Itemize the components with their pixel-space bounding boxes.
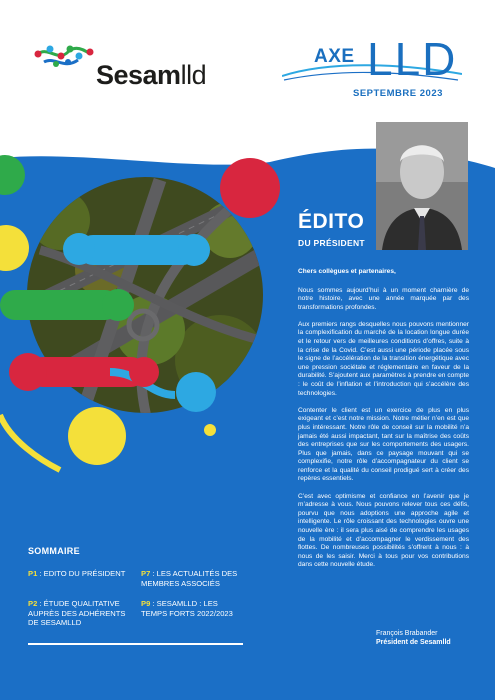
paragraph: Nous sommes aujourd’hui à un moment charnière de notre histoire, avec une année marquée par des transformations profondes. <box>298 286 469 311</box>
divider <box>28 643 243 645</box>
sommaire-title: SOMMAIRE <box>28 546 80 556</box>
molecule-icon <box>34 40 94 80</box>
lld-label: LLD <box>367 33 458 85</box>
greeting: Chers collègues et partenaires, <box>298 268 396 275</box>
logo-wordmark: Sesamlld <box>96 60 207 90</box>
signature-role: Président de Sesamlld <box>376 639 451 646</box>
sommaire-item[interactable]: P2 : ÉTUDE QUALITATIVE AUPRÈS DES ADHÉRENTS DE SESAMLLD <box>28 599 126 627</box>
edito-subtitle: DU PRÉSIDENT <box>298 238 365 248</box>
sommaire-item[interactable]: P9 : SESAMLLD : LES TEMPS FORTS 2022/2023 <box>141 599 233 618</box>
edito-title: ÉDITO <box>298 210 365 233</box>
issue-date: SEPTEMBRE 2023 <box>353 88 443 99</box>
president-portrait <box>376 122 468 250</box>
sommaire-item[interactable]: P7 : LES ACTUALITÉS DES MEMBRES ASSOCIÉS <box>141 569 238 588</box>
signature <box>376 629 451 647</box>
axe-label: AXE <box>314 46 355 67</box>
paragraph: Contenter le client est un exercice de plus en plus exigeant et c’est notre mission. Notre métier n’en est que plus intéressant. Notre rôle de conseil sur la mobilité n’a jamais été aussi impactant, tant sur la maîtrise des coûts des entreprises que sur les comportements des usagers. Plus que jamais, dans ce paysage mouvant qui se complexifie, notre rôle d’accompagnateur du client se renforce et la qualité du conseil prodigué sert à créer des repères essentiels. <box>298 406 469 483</box>
signature-name: François Brabander <box>376 630 438 637</box>
edito-body <box>298 268 469 578</box>
sesamlld-logo[interactable] <box>34 40 234 92</box>
paragraph: C’est avec optimisme et confiance en l’avenir que je m’adresse à vous. Nous pouvons relever tous ces défis, pourvu que nous adoptions une approche agile et intelligente. Le rôle croissant des technologies ouvre une nouvelle ère : il sera plus aisé de comprendre les usages de la mobilité et d’accompagner le verdissement des flottes. De nombreuses possibilités s’offrent à nous : à nous de les saisir. Merci à tous pour vos contributions dans cette nouvelle étude. <box>298 492 469 569</box>
sommaire-item[interactable]: P1 : EDITO DU PRÉSIDENT <box>28 569 126 578</box>
paragraph: Aux premiers rangs desquelles nous pouvons mentionner la complexification du marché de la location longue durée et le retour vers de meilleures conditions d’offres, suite à la crise de la Covid. C’est aussi une période placée sous le signe de l’accélération de la transition énergétique avec une pression sociétale et réglementaire en faveur de la durabilité. S’ajoutent aux paramètres à prendre en compte : le coût de l’inflation et l’introduction qui s’accélère des technologies. <box>298 320 469 397</box>
axe-lld-masthead <box>282 33 462 104</box>
